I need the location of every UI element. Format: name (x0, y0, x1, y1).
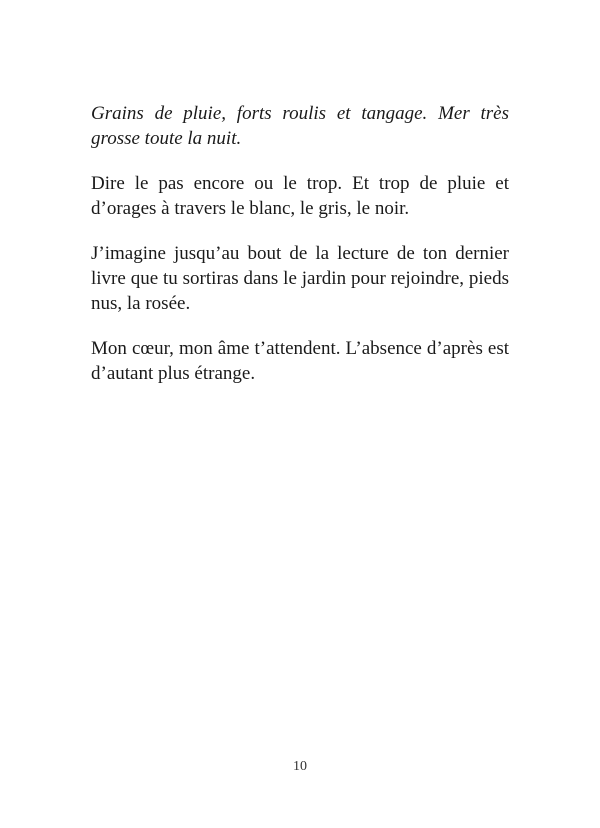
paragraph: Dire le pas encore ou le trop. Et trop de pluie et d’orages à travers le blanc, le gris, le noir. (91, 173, 509, 219)
page-number: 10 (293, 759, 307, 774)
body-text (91, 101, 509, 406)
paragraph: Mon cœur, mon âme t’attendent. L’absence d’après est d’autant plus étrange. (91, 338, 509, 384)
paragraph-italic-intro: Grains de pluie, forts roulis et tangage. Mer très grosse toute la nuit. (91, 103, 509, 149)
paragraph: J’imagine jusqu’au bout de la lecture de ton dernier livre que tu sortiras dans le jardin pour rejoindre, pieds nus, la rosée. (91, 243, 509, 314)
